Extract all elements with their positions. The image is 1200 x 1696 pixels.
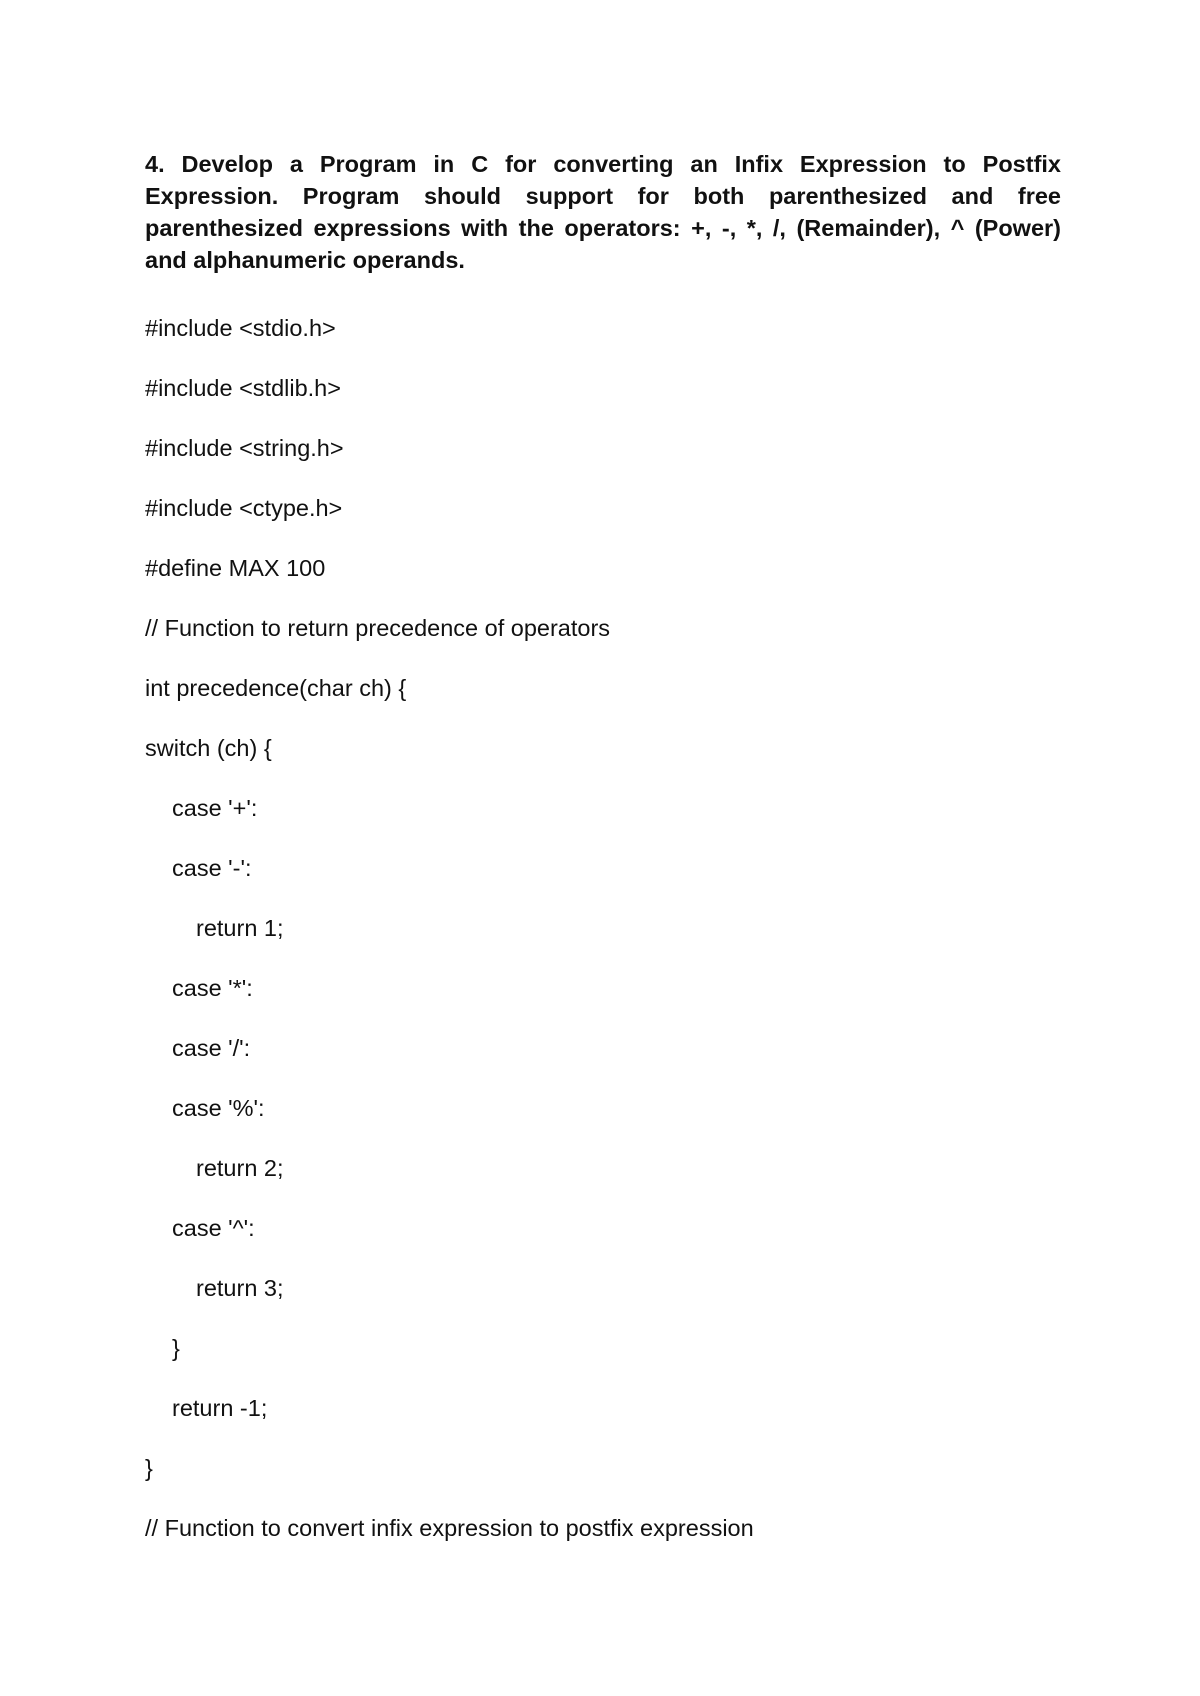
- code-line: #define MAX 100: [145, 555, 326, 581]
- code-line: }: [172, 1335, 180, 1361]
- code-line: switch (ch) {: [145, 735, 272, 761]
- code-line: case '*':: [172, 975, 253, 1001]
- code-comment: // Function to return precedence of operators: [145, 615, 611, 641]
- code-line: case '^':: [172, 1215, 255, 1241]
- code-line: case '/':: [172, 1035, 251, 1061]
- code-line: }: [145, 1455, 153, 1481]
- code-line: #include <stdio.h>: [145, 315, 336, 341]
- code-line: return 3;: [196, 1275, 284, 1301]
- code-line: case '-':: [172, 855, 252, 881]
- code-line: #include <stdlib.h>: [145, 375, 341, 401]
- code-line: return -1;: [172, 1395, 268, 1421]
- code-line: case '%':: [172, 1095, 265, 1121]
- question-heading: 4. Develop a Program in C for converting an Infix Expression to Postfix Expression. Program should support for both parenthesized and free parenthesized expressions with the operators: +, -, *, /, (Remainder), ^ (Power) and alphanumeric operands.: [145, 151, 1061, 273]
- code-comment: // Function to convert infix expression to postfix expression: [145, 1515, 754, 1541]
- code-line: return 1;: [196, 915, 284, 941]
- code-line: return 2;: [196, 1155, 284, 1181]
- code-line: case '+':: [172, 795, 258, 821]
- code-line: int precedence(char ch) {: [145, 675, 407, 701]
- code-line: #include <string.h>: [145, 435, 344, 461]
- code-line: #include <ctype.h>: [145, 495, 343, 521]
